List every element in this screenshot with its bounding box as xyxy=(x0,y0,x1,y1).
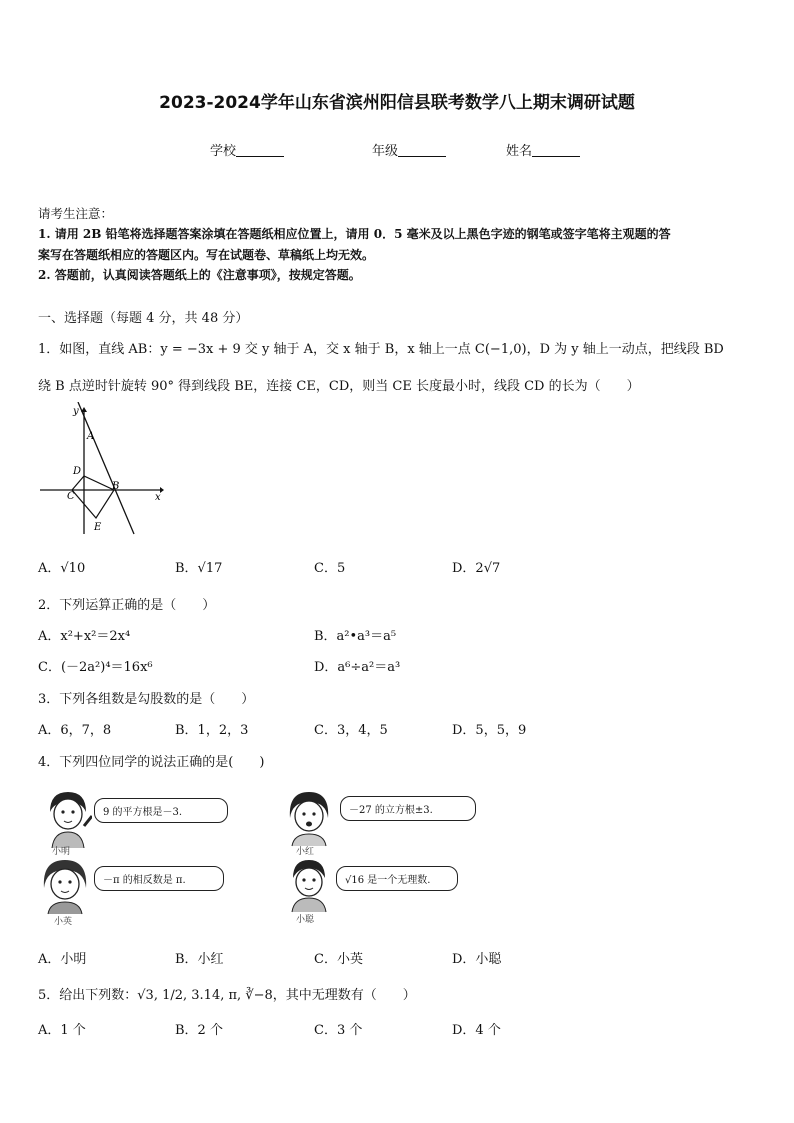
q1-option-b[interactable]: B．√17 xyxy=(175,561,223,576)
page-title: 2023-2024学年山东省滨州阳信县联考数学八上期末调研试题 xyxy=(159,93,635,113)
q2-option-b[interactable]: B．a²•a³＝a⁵ xyxy=(314,629,397,644)
fig-label-y: y xyxy=(73,406,79,417)
bubble-xiaocong: √16 是一个无理数. xyxy=(336,866,458,891)
q5-option-a[interactable]: A．1 个 xyxy=(38,1023,86,1038)
q3-stem: 3．下列各组数是勾股数的是（ ） xyxy=(38,692,255,707)
bubble-xiaohong: －27 的立方根±3. xyxy=(340,796,476,821)
student-xiaoming-illustration xyxy=(40,788,92,850)
q5-option-b[interactable]: B．2 个 xyxy=(175,1023,223,1038)
q2-option-c[interactable]: C．(－2a²)⁴＝16x⁶ xyxy=(38,660,153,675)
q1-line-1: 1．如图，直线 AB：y = −3x + 9 交 y 轴于 A，交 x 轴于 B，x 轴上一点 C(−1,0)，D 为 y 轴上一动点，把线段 BD xyxy=(38,342,724,357)
grade-blank xyxy=(398,144,446,157)
q2-stem: 2．下列运算正确的是（ ） xyxy=(38,598,216,613)
q4-option-d[interactable]: D．小聪 xyxy=(452,952,502,967)
q3-option-d[interactable]: D．5，5，9 xyxy=(452,723,527,738)
name-xiaohong: 小红 xyxy=(296,847,315,857)
student-xiaohong-illustration xyxy=(282,788,336,848)
student-xiaocong-illustration xyxy=(284,856,334,914)
q5-option-d[interactable]: D．4 个 xyxy=(452,1023,501,1038)
fig-label-x: x xyxy=(155,492,161,503)
section-heading: 一、选择题（每题 4 分，共 48 分） xyxy=(38,311,249,326)
fig-label-a: A xyxy=(87,431,95,442)
name-xiaocong: 小聪 xyxy=(296,915,315,925)
q1-option-a[interactable]: A．√10 xyxy=(38,561,86,576)
school-field xyxy=(210,140,284,159)
q3-option-a[interactable]: A．6，7，8 xyxy=(38,723,112,738)
grade-label: 年级 xyxy=(372,144,399,159)
q1-line-2: 绕 B 点逆时针旋转 90° 得到线段 BE，连接 CE，CD，则当 CE 长度最小时，线段 CD 的长为（ ） xyxy=(38,379,640,394)
q2-option-d[interactable]: D．a⁶÷a²＝a³ xyxy=(314,660,401,675)
name-blank xyxy=(532,144,580,157)
school-label: 学校 xyxy=(210,144,237,159)
notice-heading: 请考生注意： xyxy=(38,206,114,221)
q2-option-a[interactable]: A．x²+x²＝2x⁴ xyxy=(38,629,131,644)
grade-field xyxy=(372,140,446,159)
q3-option-c[interactable]: C．3，4，5 xyxy=(314,723,388,738)
name-field xyxy=(506,140,580,159)
q4-option-c[interactable]: C．小英 xyxy=(314,952,363,967)
q1-option-c[interactable]: C．5 xyxy=(314,561,346,576)
bubble-xiaoming: 9 的平方根是－3. xyxy=(94,798,228,823)
q4-option-b[interactable]: B．小红 xyxy=(175,952,224,967)
bubble-xiaoying: －π 的相反数是 π. xyxy=(94,866,224,891)
name-xiaoying: 小英 xyxy=(54,917,73,927)
fig-label-e: E xyxy=(94,522,102,533)
notice-line-2: 2. 答题前，认真阅读答题纸上的《注意事项》，按规定答题。 xyxy=(38,268,361,282)
fig-label-b: B xyxy=(112,481,120,492)
fig-label-d: D xyxy=(73,466,82,477)
q4-stem: 4．下列四位同学的说法正确的是( ) xyxy=(38,755,265,770)
notice-line-1a: 1. 请用 2B 铅笔将选择题答案涂填在答题纸相应位置上，请用 0．5 毫米及以上黑色字迹的钢笔或签字笔将主观题的答 xyxy=(38,227,671,241)
q5-option-c[interactable]: C．3 个 xyxy=(314,1023,363,1038)
name-xiaoming: 小明 xyxy=(52,847,71,857)
name-label: 姓名 xyxy=(506,144,533,159)
school-blank xyxy=(236,144,284,157)
q3-option-b[interactable]: B．1，2，3 xyxy=(175,723,249,738)
q4-option-a[interactable]: A．小明 xyxy=(38,952,87,967)
student-xiaoying-illustration xyxy=(38,856,92,916)
notice-line-1b: 案写在答题纸相应的答题区内。写在试题卷、草稿纸上均无效。 xyxy=(38,248,375,262)
q1-option-d[interactable]: D．2√7 xyxy=(452,561,501,576)
q1-figure xyxy=(36,402,166,537)
fig-label-c: C xyxy=(67,491,75,502)
q5-stem: 5．给出下列数：√3, 1/2, 3.14, π, ∛−8，其中无理数有（ ） xyxy=(38,988,416,1003)
